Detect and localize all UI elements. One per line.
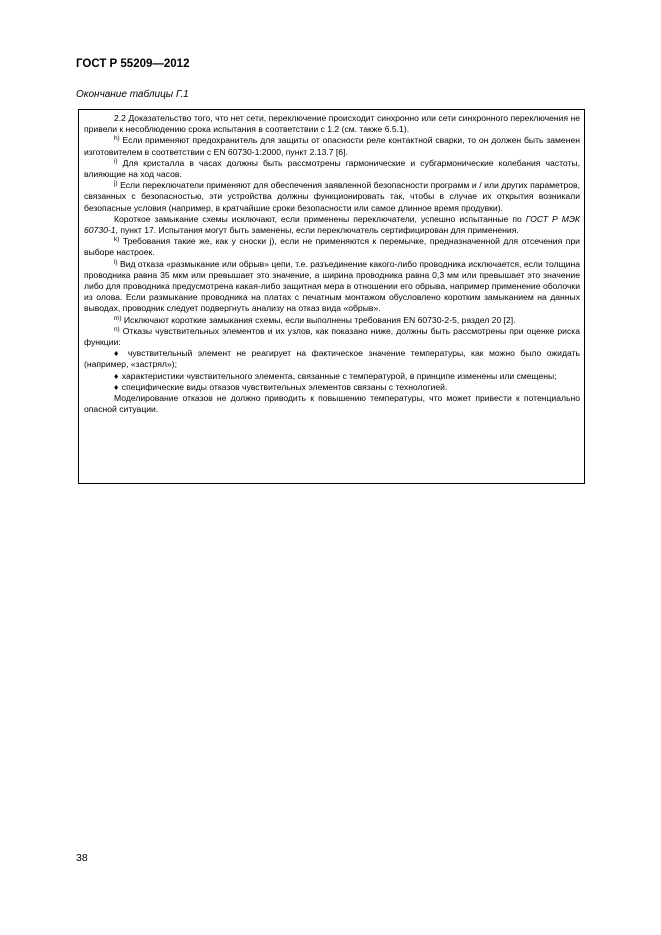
footnote-i: $^{i)}$ Для кристалла в часах должны быть рассмотрены гармонические и субгармонические колебания частоты, влияющие на ход часов. — [84, 157, 580, 180]
footnote-k: $^{k)}$ Требования такие же, как у сноски j), если не применяются к перемычке, предназначенной для отсечения при выборе настроек. — [84, 236, 580, 258]
footnote-m: $^{m)}$ Исключают короткие замыкания схемы, если выполнены требования EN 60730-2-5, раздел 20 [2]. — [114, 314, 516, 325]
table-caption: Окончание таблицы Г.1 — [76, 89, 189, 100]
table-cell-content — [84, 113, 580, 415]
list-item: ♦ специфические виды отказов чувствительных элементов связаны с технологией. — [114, 381, 448, 392]
diamond-bullet-icon: ♦ — [114, 370, 119, 381]
document-header: ГОСТ Р 55209—2012 — [76, 58, 190, 70]
footnote-marker: m) — [114, 314, 122, 322]
footnote-n: $^{n)}$ Отказы чувствительных элементов и их узлов, как показано ниже, должны быть рассмотрены при оценке риска функции: — [84, 325, 580, 348]
page-number: 38 — [76, 852, 88, 864]
diamond-bullet-icon: ♦ — [114, 381, 119, 392]
standard-reference: ГОСТ Р МЭК 60730-1 — [84, 213, 580, 236]
footnote-j: $^{j)}$ Если переключатели применяют для обеспечения заявленной безопасности программ и / или других параметров, связанных с безопасностью, эти устройства должны функционировать так, чтобы в случае их открытия возникали безопасные условия (например, в кратчайшие сроки безопасности или самое длинное время продувки). — [84, 180, 580, 213]
footnote-marker: h) — [114, 135, 120, 143]
footnote-marker: i) — [114, 157, 118, 165]
footnote-marker: k) — [114, 236, 120, 244]
footnote-marker: n) — [114, 325, 120, 333]
paragraph-2-2: 2.2 Доказательство того, что нет сети, переключение происходит синхронно или сети синхронного переключения не привели к несоблюдению срока испытания в соответствии с 1.2 (см. также 6.5.1). — [84, 113, 580, 135]
footnote-h: $^{h)}$ Если применяют предохранитель для защиты от опасности реле контактной сварки, то он должен быть заменен изготовителем в соответствии с EN 60730-1:2000, пункт 2.13.7 [6]. — [84, 135, 580, 157]
diamond-bullet-icon: ♦ — [114, 348, 122, 359]
closing-paragraph: Моделирование отказов не должно приводить к повышению температуры, что может привести к потенциально опасной ситуации. — [84, 393, 580, 415]
footnote-marker: j) — [114, 180, 118, 188]
list-item: ♦ чувствительный элемент не реагирует на фактическое значение температуры, как можно было ожидать (например, «застрял»); — [84, 348, 580, 370]
footnote-marker: l) — [114, 258, 118, 266]
list-item: ♦ характеристики чувствительного элемента, связанные с температурой, в принципе изменены или смещены; — [114, 370, 557, 381]
footnote-l: $^{l)}$ Вид отказа «размыкание или обрыв» цепи, т.е. разъединение какого-либо проводника исключается, если толщина проводника равна 35 мкм или превышает это значение, а ширина проводника равна 0,3 мм или превышает это значение либо для проводника предусмотрена какая-либо защитная мера в отношении его обрыва, например применение оболочки из олова. Если размыкание проводника на платах с печатным монтажом обусловлено коротким замыканием на данных выводах, проводник следует подвергнуть анализу на отказ вида «обрыв». — [84, 258, 580, 314]
footnote-j-continuation: Короткое замыкание схемы исключают, если применены переключатели, успешно испытанные по ГОСТ Р МЭК 60730-1, пункт 17. Испытания могут быть заменены, если переключатель сертифицирован для применения. — [84, 213, 580, 236]
